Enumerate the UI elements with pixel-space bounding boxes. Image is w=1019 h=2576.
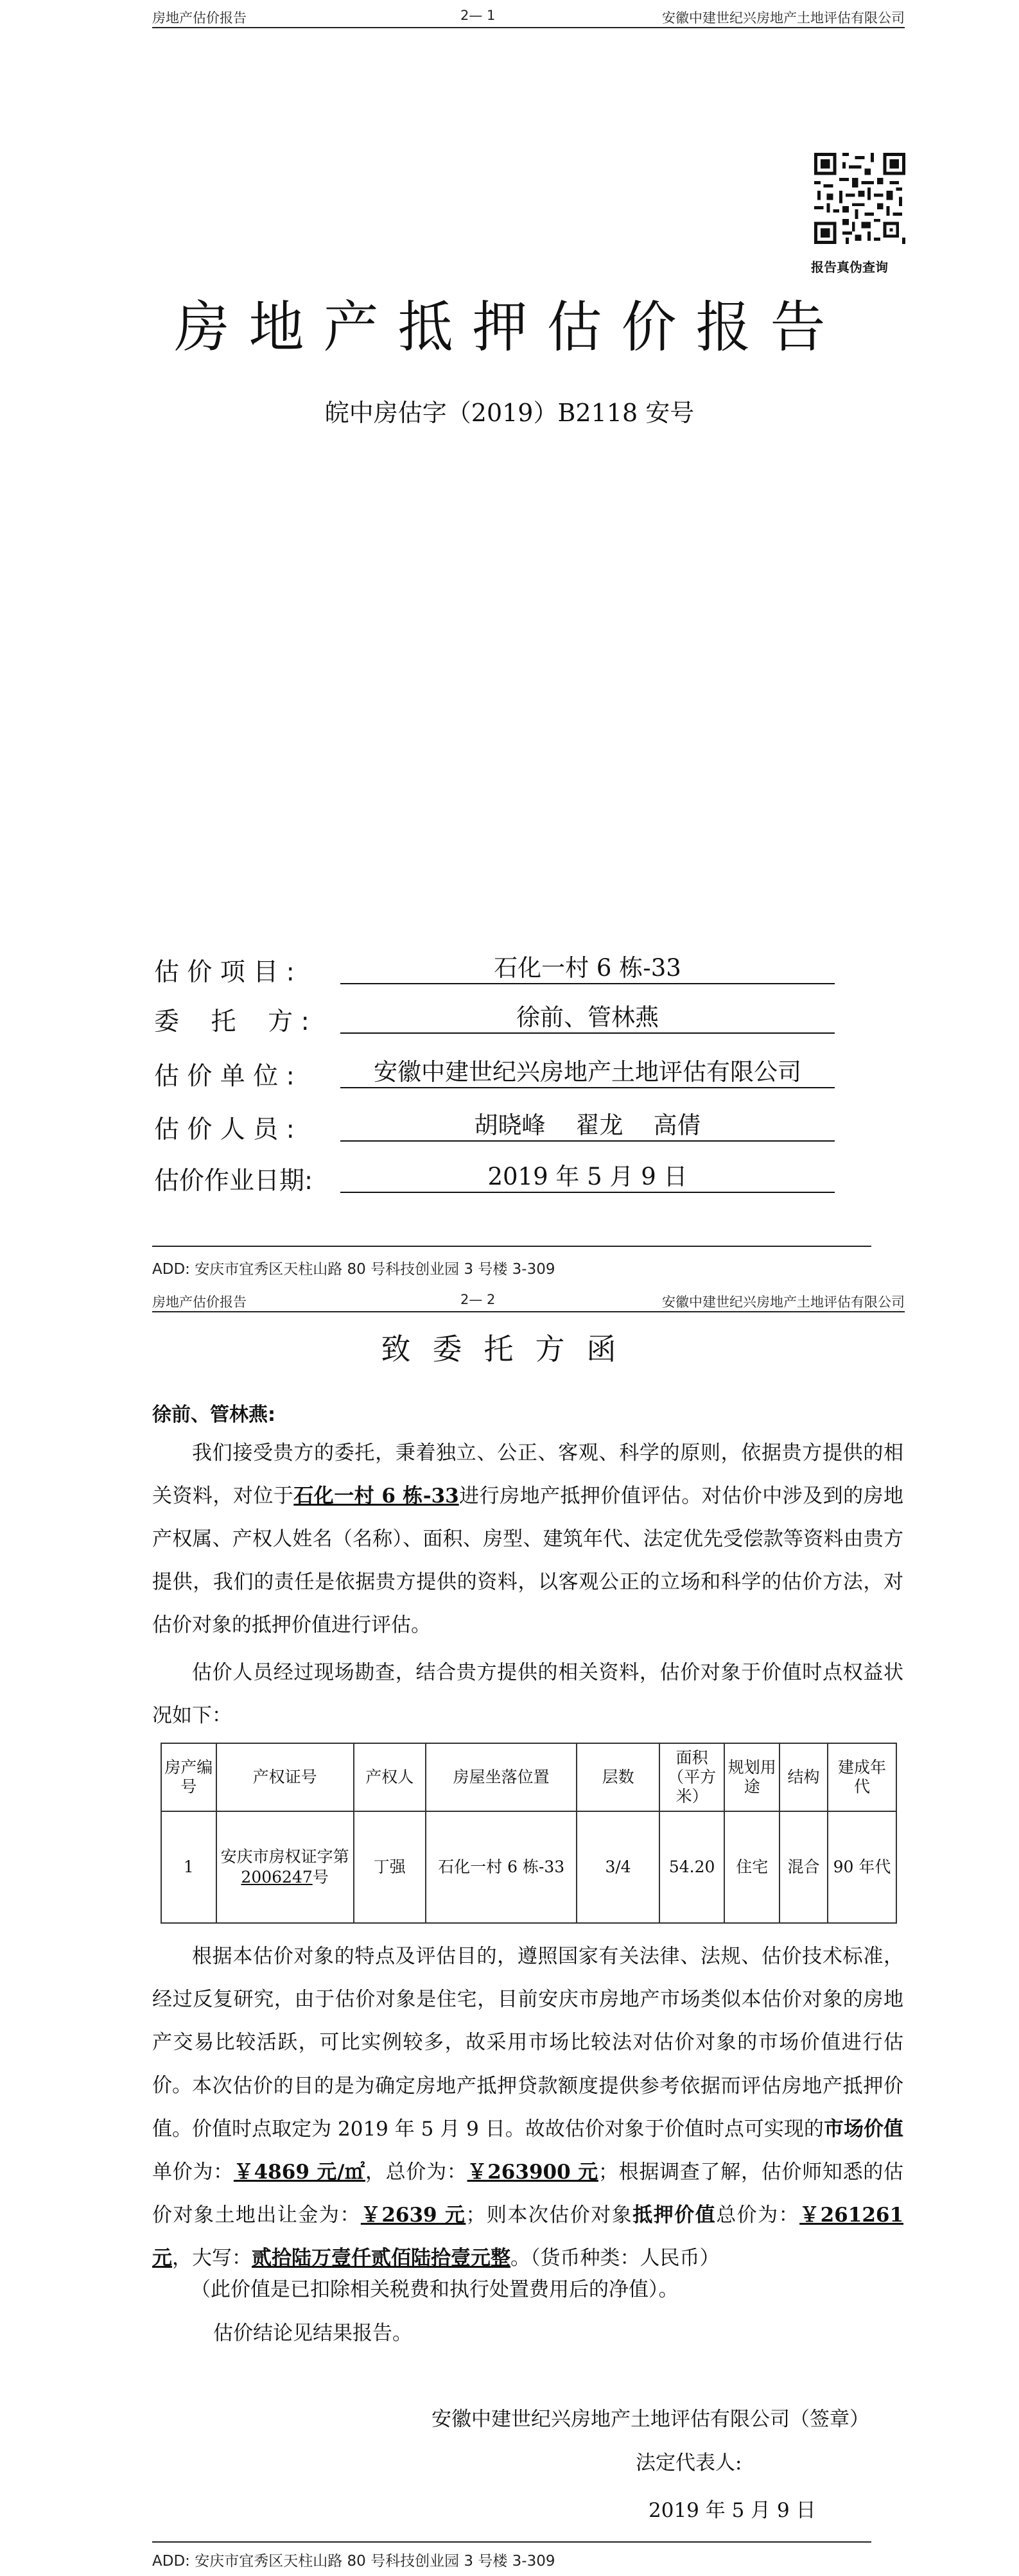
para4-text: ；根据调查了解，估价师知悉的估价对象土地出让金为：	[152, 2161, 904, 2227]
footer-rule	[152, 1246, 871, 1247]
para1-text-c: 进行房地产抵押价值评估。对估价中涉及到的房地产权属、产权人姓名（名称）、面积、房型、建筑年代、法定优先受偿款等资料由贵方提供，我们的责任是依据贵方提供的资料，以客观公正的立场和科学的估价方法，对估价对象的抵押价值进行评估。	[152, 1484, 904, 1637]
para4-text: ；则本次估价对象	[466, 2204, 633, 2227]
para4-text: 总价为：	[716, 2204, 800, 2227]
net-value-note: （此价值是已扣除相关税费和执行处置费用后的净值）。	[191, 2278, 679, 2301]
mortgage-value: ￥261261 元	[152, 2204, 904, 2270]
report-title: 房地产抵押估价报告	[174, 295, 845, 360]
para4-text: ，大写：	[172, 2247, 252, 2270]
property-address: 石化一村 6 栋-33	[293, 1484, 459, 1508]
cell-no: 1	[161, 1811, 216, 1923]
header-company: 安徽中建世纪兴房地产土地评估有限公司	[662, 10, 905, 26]
info-row-work-date	[154, 1161, 886, 1199]
salutation: 徐前、管林燕:	[152, 1404, 275, 1426]
para4-text: 单价为：	[152, 2161, 234, 2184]
header-page-number: 2— 1	[460, 8, 496, 23]
paragraph-2: 估价人员经过现场勘查，结合贵方提供的相关资料，估价对象于价值时点权益状况如下：	[152, 1661, 903, 1727]
header-left: 房地产估价报告	[152, 1294, 247, 1310]
para4-text: ，总价为：	[365, 2161, 467, 2184]
total-price: ￥263900 元	[467, 2161, 598, 2184]
market-value-label: 市场价值	[823, 2118, 903, 2141]
info-label: 估 价 人 员 :	[154, 1115, 295, 1144]
property-table	[161, 1743, 897, 1924]
report-cover-page	[0, 0, 1019, 1284]
info-value: 石化一村 6 栋-33	[340, 952, 835, 984]
paragraph-1	[152, 1432, 903, 1647]
mortgage-value-capital: 贰拾陆万壹仟贰佰陆拾壹元整	[252, 2247, 510, 2270]
cell-era: 90 年代	[828, 1811, 896, 1923]
letter-title: 致委托方函	[381, 1332, 638, 1366]
mortgage-value-label: 抵押价值	[632, 2204, 717, 2227]
cell-cert	[216, 1811, 354, 1923]
info-value: 徐前、管林燕	[340, 1002, 835, 1034]
paragraph-3: 根据本估价对象的特点及评估目的，遵照国家有关法律、法规、估价技术标准，经过反复研究，由于估价对象是住宅，目前安庆市房地产市场类似本估价对象的房地产交易比较活跃，可比实例较多，故采用市场比较法对估价对象的市场价值进行估价。	[152, 1945, 903, 2097]
info-label: 估 价 单 位 :	[154, 1062, 295, 1091]
footer-rule	[152, 2541, 871, 2543]
footer-address: ADD: 安庆市宜秀区天柱山路 80 号科技创业园 3 号楼 3-309	[152, 2553, 555, 2570]
cert-prefix: 安庆市房权证字第	[220, 1847, 349, 1866]
qr-code-icon[interactable]	[814, 153, 905, 244]
legal-representative: 法定代表人:	[636, 2451, 742, 2475]
col-header: 房产编号	[161, 1743, 216, 1811]
info-value: 安徽中建世纪兴房地产土地评估有限公司	[340, 1056, 835, 1088]
conclusion-note: 估价结论见结果报告。	[213, 2322, 412, 2345]
info-label: 估价作业日期:	[154, 1167, 313, 1196]
cell-floors: 3/4	[577, 1811, 659, 1923]
col-header: 房屋坐落位置	[426, 1743, 577, 1811]
info-row-appraisers	[154, 1110, 886, 1148]
unit-price: ￥4869 元/㎡	[233, 2161, 365, 2184]
header-page-number: 2— 2	[460, 1292, 496, 1307]
col-header: 层数	[577, 1743, 659, 1811]
letter-date: 2019 年 5 月 9 日	[649, 2499, 816, 2522]
col-header: 产权人	[354, 1743, 426, 1811]
cell-structure: 混合	[779, 1811, 828, 1923]
header-left: 房地产估价报告	[152, 10, 247, 26]
table-header-row	[161, 1743, 896, 1811]
col-header: 结构	[779, 1743, 828, 1811]
running-header	[152, 1292, 905, 1312]
cell-use: 住宅	[724, 1811, 779, 1923]
footer-address: ADD: 安庆市宜秀区天柱山路 80 号科技创业园 3 号楼 3-309	[152, 1261, 555, 1278]
info-label: 估 价 项 目 :	[154, 958, 295, 987]
info-row-project	[154, 952, 886, 991]
para1-text-a: 我们接受贵方的委托，秉着独立、公正、客观、科学的原则，依据贵方提供的相关资料，对位于	[152, 1441, 903, 1508]
report-number: 皖中房估字（2019）B2118 安号	[324, 399, 695, 427]
col-header: 规划用途	[724, 1743, 779, 1811]
table-row	[161, 1811, 896, 1923]
cert-number: 2006247	[241, 1868, 313, 1886]
paragraph-4	[152, 2065, 903, 2280]
qr-caption: 报告真伪查询	[811, 259, 888, 275]
info-label: 委 托 方 :	[154, 1007, 309, 1036]
info-value: 胡晓峰 翟龙 高倩	[340, 1110, 835, 1142]
info-value: 2019 年 5 月 9 日	[340, 1161, 835, 1193]
para4-text: 本次估价的目的是为确定房地产抵押贷款额度提供参考依据而评估房地产抵押价值。价值时点取定为 2019 年 5 月 9 日。故故估价对象于价值时点可实现的	[152, 2075, 903, 2141]
col-header: 产权证号	[216, 1743, 354, 1811]
col-header: 建成年代	[828, 1743, 896, 1811]
para4-text: 。（货币种类：人民币）	[510, 2247, 720, 2270]
col-header: 面积（平方米）	[659, 1743, 725, 1811]
company-signature: 安徽中建世纪兴房地产土地评估有限公司（签章）	[431, 2408, 869, 2431]
running-header	[152, 8, 905, 28]
cell-location: 石化一村 6 栋-33	[426, 1811, 577, 1923]
cert-suffix: 号	[312, 1868, 329, 1886]
header-company: 安徽中建世纪兴房地产土地评估有限公司	[662, 1294, 905, 1310]
cell-area: 54.20	[659, 1811, 725, 1923]
info-row-appraisal-unit	[154, 1056, 886, 1095]
cell-owner: 丁强	[354, 1811, 426, 1923]
info-row-client	[154, 1002, 886, 1040]
land-premium: ￥2639 元	[360, 2204, 466, 2227]
